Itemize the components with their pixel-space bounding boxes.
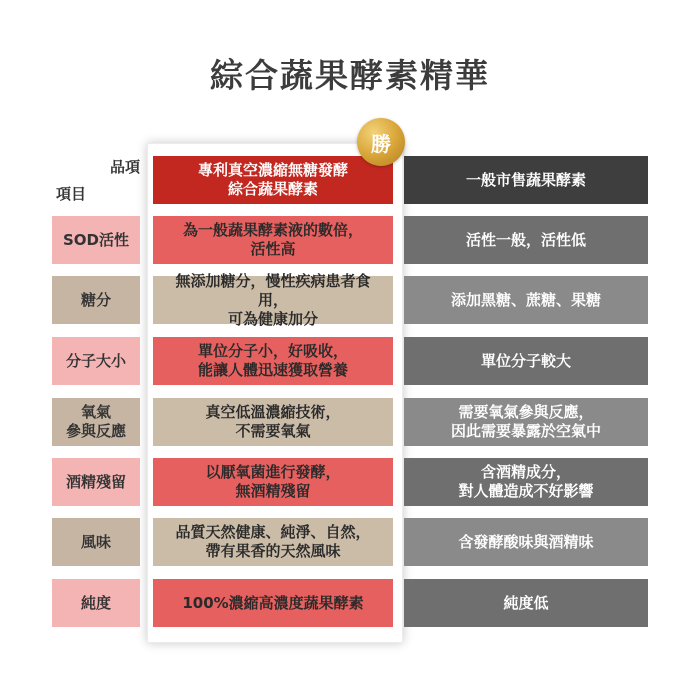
page-title: 綜合蔬果酵素精華 xyxy=(210,56,490,95)
row-label-purity: 純度 xyxy=(52,579,140,627)
winner-badge-icon: 勝 xyxy=(357,118,405,166)
table-corner-header xyxy=(52,156,140,204)
normal-cell-sugar: 添加黑糖、蔗糖、果糖 xyxy=(404,276,648,324)
normal-column-header: 一般市售蔬果酵素 xyxy=(404,156,648,204)
winner-cell-oxygen: 真空低溫濃縮技術， 不需要氧氣 xyxy=(153,398,393,446)
row-label-flavor: 風味 xyxy=(52,518,140,566)
normal-cell-oxygen: 需要氧氣參與反應， 因此需要暴露於空氣中 xyxy=(404,398,648,446)
normal-cell-sod: 活性一般，活性低 xyxy=(404,216,648,264)
row-label-alcohol: 酒精殘留 xyxy=(52,458,140,506)
corner-label-product: 品項 xyxy=(109,158,140,176)
row-label-sod: SOD活性 xyxy=(52,216,140,264)
row-label-molecule-size: 分子大小 xyxy=(52,337,140,385)
normal-cell-alcohol: 含酒精成分， 對人體造成不好影響 xyxy=(404,458,648,506)
winner-cell-sod: 為一般蔬果酵素液的數倍， 活性高 xyxy=(153,216,393,264)
normal-cell-molecule-size: 單位分子較大 xyxy=(404,337,648,385)
winner-column-header: 專利真空濃縮無糖發酵 綜合蔬果酵素 xyxy=(153,156,393,204)
winner-cell-flavor: 品質天然健康、純淨、自然， 帶有果香的天然風味 xyxy=(153,518,393,566)
normal-cell-purity: 純度低 xyxy=(404,579,648,627)
normal-cell-flavor: 含發酵酸味與酒精味 xyxy=(404,518,648,566)
row-label-oxygen: 氧氣 參與反應 xyxy=(52,398,140,446)
winner-cell-alcohol: 以厭氧菌進行發酵， 無酒精殘留 xyxy=(153,458,393,506)
corner-label-item: 項目 xyxy=(56,185,87,203)
row-label-sugar: 糖分 xyxy=(52,276,140,324)
winner-cell-molecule-size: 單位分子小，好吸收， 能讓人體迅速獲取營養 xyxy=(153,337,393,385)
winner-cell-purity: 100%濃縮高濃度蔬果酵素 xyxy=(153,579,393,627)
winner-cell-sugar: 無添加糖分，慢性疾病患者食用， 可為健康加分 xyxy=(153,276,393,324)
